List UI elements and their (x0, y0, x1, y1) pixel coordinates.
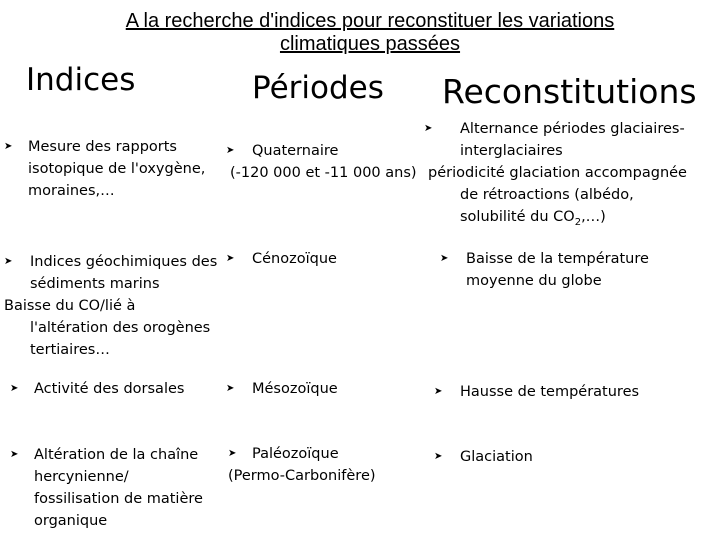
bullet-icon: ➤ (424, 123, 433, 134)
row-2-reconstitution (440, 248, 710, 292)
row-4-indice (10, 444, 203, 532)
row-1-reconstitution-line: interglaciaires (460, 143, 563, 159)
co2-tail: ,…) (581, 209, 606, 225)
header-indices: Indices (26, 62, 136, 98)
co-text: Baisse du CO (4, 298, 101, 314)
row-4-periode-line: Paléozoïque (252, 446, 339, 462)
bullet-icon: ➤ (434, 386, 443, 397)
row-2-indice-line: tertiaires… (30, 342, 110, 358)
row-1-reconstitution-line (428, 206, 718, 234)
row-2-indice-line: Indices géochimiques des (30, 254, 218, 270)
bullet-icon: ➤ (226, 383, 235, 394)
row-1-reconstitution-line: Alternance périodes glaciaires- (460, 121, 685, 137)
row-4-indice-line: hercynienne/ (34, 469, 129, 485)
bullet-icon: ➤ (440, 253, 449, 264)
row-1-reconstitution-line: de rétroactions (albédo, (460, 187, 634, 203)
row-4-periode (228, 443, 376, 487)
bullet-icon: ➤ (228, 448, 237, 459)
row-2-indice-line: l'altération des orogènes (30, 320, 211, 336)
row-1-periode-line: (-120 000 et -11 000 ans) (230, 165, 417, 181)
row-2-reconstitution-line: Baisse de la température (466, 251, 649, 267)
row-2-periode-line: Cénozoïque (252, 251, 337, 267)
row-1-indice-line: moraines,… (28, 183, 115, 199)
bullet-icon: ➤ (10, 449, 19, 460)
row-2-periode (226, 248, 337, 270)
co-suffix: /lié à (100, 298, 136, 314)
row-1-periode (226, 140, 426, 184)
row-1-reconstitution (424, 118, 718, 234)
row-4-indice-line: fossilisation de matière (34, 491, 203, 507)
co2-text: solubilité du CO (460, 209, 575, 225)
header-periodes: Périodes (252, 70, 384, 106)
row-4-periode-line: (Permo-Carbonifère) (228, 468, 376, 484)
row-1-indice-line: isotopique de l'oxygène, (28, 161, 206, 177)
row-2-indice (4, 251, 226, 361)
row-4-indice-line: Altération de la chaîne (34, 447, 199, 463)
row-3-reconstitution (434, 381, 639, 403)
row-2-indice-line: sédiments marins (30, 276, 160, 292)
row-3-indice-line: Activité des dorsales (34, 381, 185, 397)
row-4-indice-line: organique (34, 513, 108, 529)
row-3-periode (226, 378, 338, 400)
row-4-reconstitution-line: Glaciation (460, 449, 533, 465)
row-2-reconstitution-line: moyenne du globe (466, 273, 602, 289)
page-title (80, 10, 660, 56)
row-3-reconstitution-line: Hausse de températures (460, 384, 640, 400)
row-1-periode-line: Quaternaire (252, 143, 339, 159)
bullet-icon: ➤ (4, 256, 13, 267)
title-line-1: A la recherche d'indices pour reconstituer les variations (125, 10, 615, 32)
row-3-periode-line: Mésozoïque (252, 381, 338, 397)
row-1-indice (4, 136, 205, 202)
bullet-icon: ➤ (10, 383, 19, 394)
bullet-icon: ➤ (4, 141, 13, 152)
row-3-indice (10, 378, 184, 400)
bullet-icon: ➤ (226, 145, 235, 156)
bullet-icon: ➤ (226, 253, 235, 264)
row-4-reconstitution (434, 446, 533, 468)
header-reconstitutions: Reconstitutions (442, 72, 697, 111)
row-1-indice-line: Mesure des rapports (28, 139, 177, 155)
row-1-reconstitution-line: périodicité glaciation accompagnée (428, 165, 687, 181)
title-line-2: climatiques passées (279, 33, 461, 55)
co2-subscript: 2 (574, 216, 582, 228)
row-2-indice-line (4, 295, 226, 317)
bullet-icon: ➤ (434, 451, 443, 462)
